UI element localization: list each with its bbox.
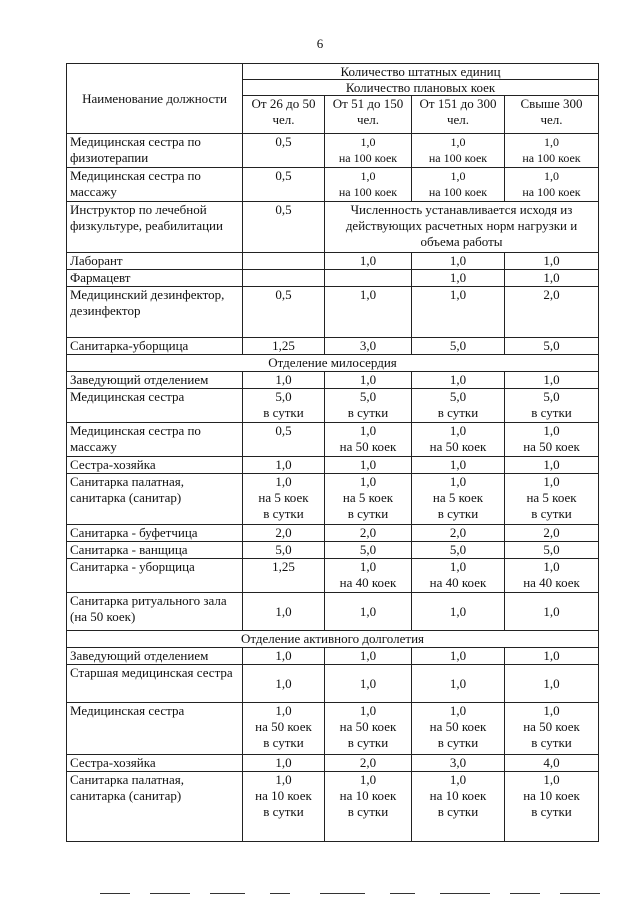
page-number: 6 [316,36,324,51]
value-cell: 1,0 [325,665,412,703]
table-row [67,703,599,755]
value-cell: 1,0 [243,755,325,772]
position-name: Санитарка - ванщица [67,542,243,559]
value-cell: 1,0 [243,648,325,665]
header-col-2: От 51 до 150 чел. [325,96,412,134]
table-row [67,134,599,168]
table-row [67,648,599,665]
value-cell: 1,25 [243,338,325,355]
value-cell: 5,0 [505,338,599,355]
scan-artifact-lines [60,893,620,895]
section-title-longevity: Отделение активного долголетия [67,631,599,648]
value-cell: 1,0 на 40 коек [412,559,505,593]
value-cell: 1,0 на 100 коек [505,134,599,168]
position-name: Санитарка-уборщица [67,338,243,355]
value-cell: 1,0 [412,457,505,474]
position-name: Медицинский дезинфектор, дезинфектор [67,287,243,338]
value-cell: 3,0 [412,755,505,772]
value-cell: 1,0 [505,648,599,665]
header-col-4: Свыше 300 чел. [505,96,599,134]
value-cell: 1,0 [412,665,505,703]
value-cell: 1,0 [505,372,599,389]
position-name: Санитарка палатная, санитарка (санитар) [67,474,243,525]
value-cell: 1,0 [325,253,412,270]
position-name: Санитарка ритуального зала (на 50 коек) [67,593,243,631]
table-row [67,542,599,559]
value-cell: 4,0 [505,755,599,772]
header-position: Наименование должности [67,64,243,134]
value-cell: 1,0 [505,593,599,631]
value-cell: 1,0 [325,287,412,338]
table-row [67,270,599,287]
value-cell: 0,5 [243,287,325,338]
table-row [67,559,599,593]
numbers-note: Численность устанавливается исходя из действующих расчетных норм нагрузки и объема работы [325,202,599,253]
value-cell: 1,0 на 100 коек [412,168,505,202]
value-cell: 1,0 на 50 коек [325,423,412,457]
value-cell: 1,0 на 10 коек в сутки [412,772,505,842]
value-cell: 1,0 на 5 коек в сутки [325,474,412,525]
header-planned-beds: Количество плановых коек [243,80,599,96]
position-name: Инструктор по лечебной физкультуре, реабилитации [67,202,243,253]
value-cell: 1,0 [412,593,505,631]
value-cell: 1,0 на 5 коек в сутки [412,474,505,525]
table-row [67,525,599,542]
table-row [67,665,599,703]
table-row [67,202,599,253]
staff-table [66,63,599,842]
value-cell: 1,0 на 100 коек [325,134,412,168]
position-name: Медицинская сестра [67,389,243,423]
value-cell: 1,0 [325,372,412,389]
value-cell: 5,0 [243,542,325,559]
value-cell: 1,0 [412,270,505,287]
table-row [67,474,599,525]
value-cell: 0,5 [243,423,325,457]
position-name: Медицинская сестра по физиотерапии [67,134,243,168]
position-name: Сестра-хозяйка [67,755,243,772]
value-cell: 1,0 на 50 коек в сутки [412,703,505,755]
position-name: Медицинская сестра по массажу [67,423,243,457]
value-cell [243,253,325,270]
position-name: Санитарка - буфетчица [67,525,243,542]
value-cell: 5,0 [505,542,599,559]
table-row [67,772,599,842]
value-cell: 5,0 [325,542,412,559]
value-cell: 1,0 на 50 коек в сутки [325,703,412,755]
value-cell: 1,0 на 100 коек [412,134,505,168]
position-name: Санитарка - уборщица [67,559,243,593]
value-cell [243,270,325,287]
value-cell: 2,0 [505,287,599,338]
value-cell: 1,0 на 50 коек в сутки [243,703,325,755]
value-cell: 1,0 [243,593,325,631]
value-cell: 0,5 [243,202,325,253]
table-row [67,253,599,270]
value-cell: 1,0 на 100 коек [505,168,599,202]
table-row [67,457,599,474]
table-row [67,389,599,423]
value-cell: 0,5 [243,134,325,168]
position-name: Фармацевт [67,270,243,287]
value-cell: 2,0 [325,755,412,772]
position-name: Старшая медицинская сестра [67,665,243,703]
value-cell: 1,0 [505,270,599,287]
position-name: Медицинская сестра [67,703,243,755]
value-cell: 1,0 [505,457,599,474]
table-row [67,372,599,389]
table-row [67,338,599,355]
value-cell: 1,0 [243,372,325,389]
value-cell: 2,0 [412,525,505,542]
value-cell: 2,0 [243,525,325,542]
table-row [67,423,599,457]
value-cell: 3,0 [325,338,412,355]
value-cell: 1,0 [325,457,412,474]
value-cell: 1,0 [412,372,505,389]
value-cell: 5,0 в сутки [243,389,325,423]
value-cell: 1,0 [243,665,325,703]
table-row [67,287,599,338]
value-cell: 1,0 [325,593,412,631]
position-name: Санитарка палатная, санитарка (санитар) [67,772,243,842]
value-cell: 0,5 [243,168,325,202]
value-cell: 2,0 [325,525,412,542]
value-cell: 1,0 [325,648,412,665]
table-row [67,755,599,772]
value-cell: 5,0 в сутки [325,389,412,423]
position-name: Заведующий отделением [67,372,243,389]
value-cell: 1,0 на 10 коек в сутки [325,772,412,842]
value-cell: 1,0 [243,457,325,474]
header-staff-units: Количество штатных единиц [243,64,599,80]
value-cell: 5,0 [412,338,505,355]
position-name: Сестра-хозяйка [67,457,243,474]
value-cell: 5,0 в сутки [412,389,505,423]
value-cell: 5,0 в сутки [505,389,599,423]
table-row [67,593,599,631]
header-col-3: От 151 до 300 чел. [412,96,505,134]
value-cell: 1,0 на 100 коек [325,168,412,202]
header-col-1: От 26 до 50 чел. [243,96,325,134]
value-cell: 1,0 на 10 коек в сутки [505,772,599,842]
position-name: Заведующий отделением [67,648,243,665]
value-cell: 1,0 на 10 коек в сутки [243,772,325,842]
value-cell [325,270,412,287]
value-cell: 1,0 [505,665,599,703]
value-cell: 1,0 [412,648,505,665]
value-cell: 1,0 на 50 коек в сутки [505,703,599,755]
value-cell: 1,0 на 5 коек в сутки [505,474,599,525]
value-cell: 1,0 на 50 коек [412,423,505,457]
value-cell: 1,0 на 40 коек [505,559,599,593]
value-cell: 1,0 на 50 коек [505,423,599,457]
section-title-mercy: Отделение милосердия [67,355,599,372]
position-name: Лаборант [67,253,243,270]
value-cell: 1,0 [412,287,505,338]
value-cell: 1,0 на 5 коек в сутки [243,474,325,525]
value-cell: 1,0 [412,253,505,270]
value-cell: 2,0 [505,525,599,542]
value-cell: 5,0 [412,542,505,559]
value-cell: 1,0 [505,253,599,270]
table-row [67,168,599,202]
value-cell: 1,25 [243,559,325,593]
value-cell: 1,0 на 40 коек [325,559,412,593]
position-name: Медицинская сестра по массажу [67,168,243,202]
